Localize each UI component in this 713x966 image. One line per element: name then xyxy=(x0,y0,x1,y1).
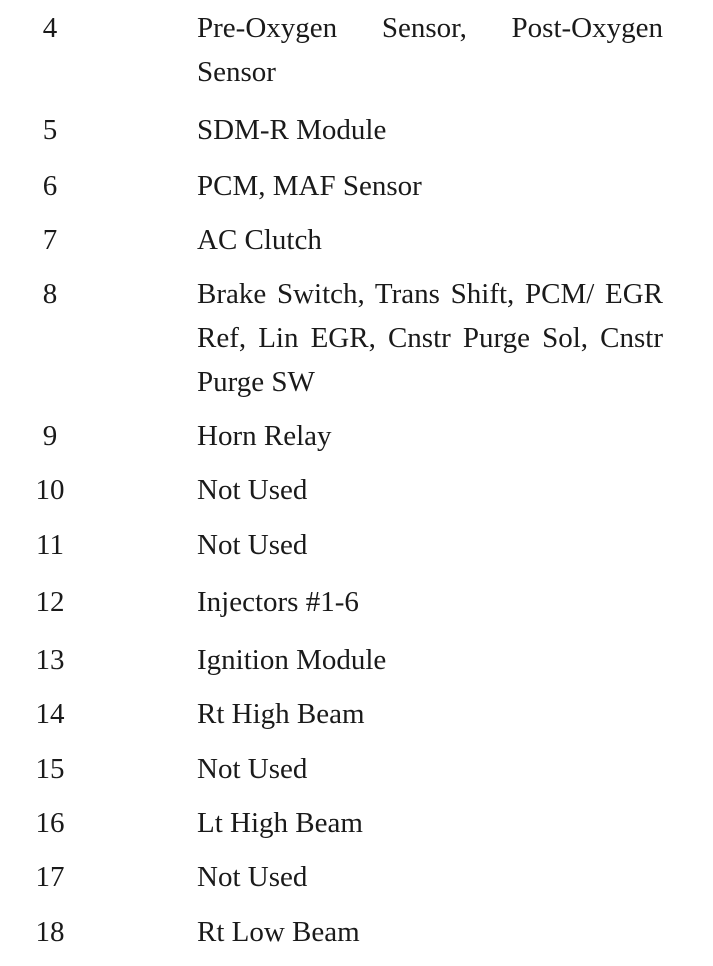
fuse-number: 7 xyxy=(42,224,58,256)
fuse-number: 11 xyxy=(36,529,64,561)
fuse-description: Pre-Oxygen Sensor, Post-Oxygen Sensor xyxy=(197,12,663,88)
fuse-number: 13 xyxy=(35,644,65,676)
fuse-description: AC Clutch xyxy=(197,224,322,256)
fuse-description: SDM-R Module xyxy=(197,114,387,146)
fuse-description: Lt High Beam xyxy=(197,807,363,839)
fuse-number: 5 xyxy=(42,114,58,146)
fuse-description: Horn Relay xyxy=(197,420,332,452)
fuse-number: 8 xyxy=(42,278,58,310)
fuse-number: 17 xyxy=(35,861,65,893)
fuse-description: Not Used xyxy=(197,861,308,893)
fuse-description: Not Used xyxy=(197,753,308,785)
fuse-description: Ignition Module xyxy=(197,644,387,676)
fuse-description: Rt Low Beam xyxy=(197,916,360,948)
fuse-description: Brake Switch, Trans Shift, PCM/ EGR Ref, Lin EGR, Cnstr Purge Sol, Cnstr Purge SW xyxy=(197,278,663,398)
fuse-description: Rt High Beam xyxy=(197,698,365,730)
fuse-number: 14 xyxy=(35,698,65,730)
fuse-number: 12 xyxy=(35,586,65,618)
fuse-description: Not Used xyxy=(197,529,308,561)
fuse-number: 10 xyxy=(35,474,65,506)
fuse-number: 4 xyxy=(42,12,58,44)
fuse-number: 15 xyxy=(35,753,65,785)
fuse-description: Injectors #1-6 xyxy=(197,586,359,618)
fuse-description: PCM, MAF Sensor xyxy=(197,170,422,202)
fuse-number: 6 xyxy=(42,170,58,202)
fuse-number: 18 xyxy=(35,916,65,948)
fuse-number: 9 xyxy=(42,420,58,452)
fuse-number: 16 xyxy=(35,807,65,839)
fuse-description: Not Used xyxy=(197,474,308,506)
